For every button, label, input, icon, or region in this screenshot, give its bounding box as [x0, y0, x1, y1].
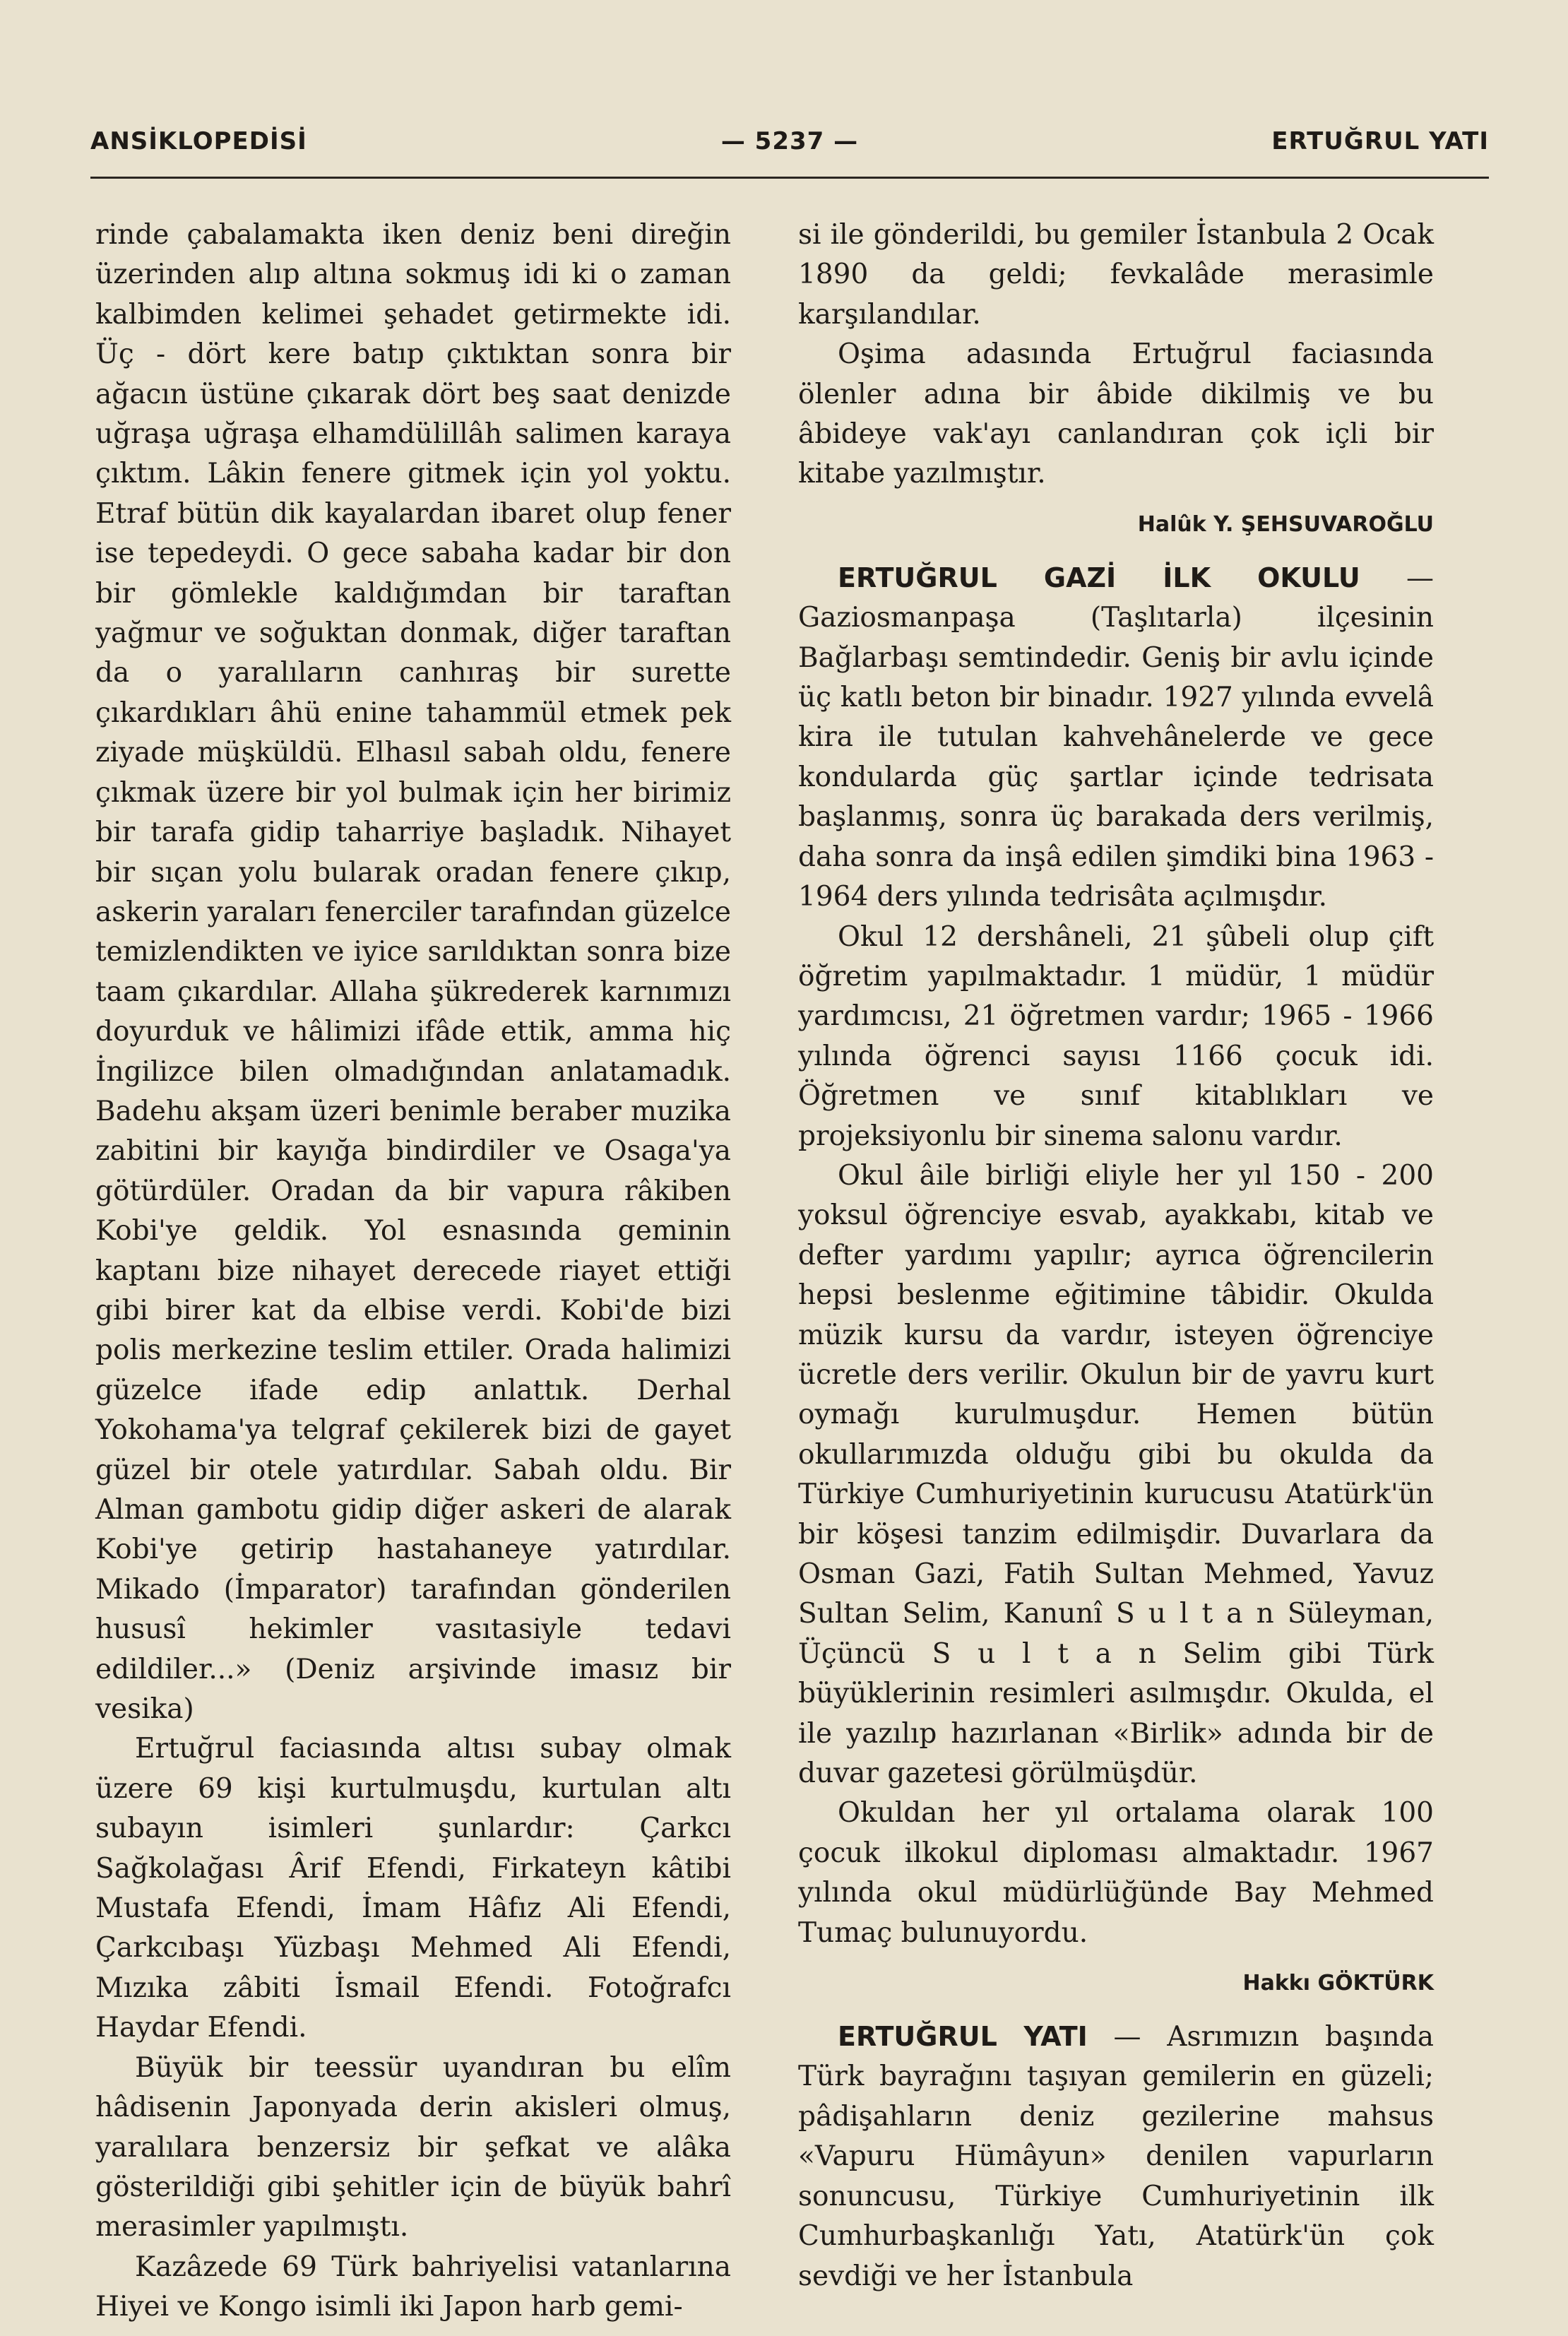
paragraph: Okuldan her yıl ortalama olarak 100 çocuk ilkokul diploması almaktadır. 1967 yılında okul müdürlüğünde Bay Mehmed Tumaç bulunuyordu. [798, 1797, 1434, 1949]
entry-text: — Gaziosmanpaşa (Taşlıtarla) ilçesinin Bağlarbaşı semtindedir. Geniş bir avlu içinde üç katlı beton bir binadır. 1927 yılında evvelâ kira ile tutulan kahvehânelerde ve gece kondularda güç şartlar içinde tedrisata başlanmış, sonra üç barakada ders verilmiş, daha sonra da inşâ edilen şimdiki bina 1963 - 1964 ders yılında tedrisâta açılmışdır. [798, 562, 1434, 913]
author-signature: Hakkı GÖKTÜRK [1242, 1971, 1434, 1996]
entry-paragraph [798, 558, 1434, 918]
running-header [90, 127, 1489, 172]
header-right: ERTUĞRUL YATI [1271, 127, 1489, 155]
entry-paragraph [798, 2017, 1434, 2296]
header-left: ANSİKLOPEDİSİ [90, 127, 307, 155]
right-column [798, 215, 1434, 2296]
paragraph: Büyük bir teessür uyandıran bu elîm hâdisenin Japonyada derin akisleri olmuş, yaralılara benzersiz bir şefkat ve alâka gösterildiği gibi şehitler için de büyük bahrî merasimler yapılmıştı. [95, 2051, 731, 2243]
paragraph: Ertuğrul faciasında altısı subay olmak üzere 69 kişi kurtulmuşdu, kurtulan altı subayın isimleri şunlardır: Çarkcı Sağkolağası Ârif Efendi, Firkateyn kâtibi Mustafa Efendi, İmam Hâfız Ali Efendi, Çarkcıbaşı Yüzbaşı Mehmed Ali Efendi, Mızıka zâbiti İsmail Efendi. Fotoğrafcı Haydar Efendi. [95, 1733, 731, 2044]
entry-title: ERTUĞRUL YATI [838, 2021, 1088, 2053]
paragraph: Okul âile birliği eliyle her yıl 150 - 200 yoksul öğrenciye esvab, ayakkabı, kitab ve defter yardımı yapılır; ayrıca öğrencilerin hepsi beslenme eğitimine tâbidir. Okulda müzik kursu da vardır, isteyen öğrenciye ücretle ders verilir. Okulun bir de yavru kurt oymağı kurulmuşdur. Hemen bütün okullarımızda olduğu gibi bu okulda da Türkiye Cumhuriyetinin kurucusu Atatürk'ün bir köşesi tanzim edilmişdir. Duvarlara da Osman Gazi, Fatih Sultan Mehmed, Yavuz Sultan Selim, Kanunî S u l t a n Süleyman, Üçüncü S u l t a n Selim gibi Türk büyüklerinin resimleri asılmışdır. Okulda, el ile yazılıp hazırlanan «Birlik» adında bir de duvar gazetesi görülmüşdür. [798, 1159, 1434, 1790]
entry-title: ERTUĞRUL GAZİ İLK OKULU [838, 562, 1360, 593]
author-signature: Halûk Y. ŞEHSUVAROĞLU [1137, 511, 1434, 537]
page-number: — 5237 — [720, 127, 859, 155]
paragraph: Oşima adasında Ertuğrul faciasında ölenler adına bir âbide dikilmiş ve bu âbideye vak'ayı canlandıran çok içli bir kitabe yazılmıştır. [798, 338, 1434, 490]
paragraph: Kazâzede 69 Türk bahriyelisi vatanlarına Hiyei ve Kongo isimli iki Japon harb gemi- [95, 2251, 731, 2323]
entry-text: — Asrımızın başında Türk bayrağını taşıyan gemilerin en güzeli; pâdişahların deniz gezilerine mahsus «Vapuru Hümâyun» denilen vapurların sonuncusu, Türkiye Cumhuriyetinin ilk Cumhurbaşkanlığı Yatı, Atatürk'ün çok sevdiği ve her İstanbula [798, 2021, 1434, 2292]
left-column [95, 215, 731, 2328]
paragraph: si ile gönderildi, bu gemiler İstanbula 2 Ocak 1890 da geldi; fevkalâde merasimle karşılandılar. [798, 219, 1434, 331]
header-rule [90, 177, 1489, 179]
paragraph: Okul 12 dershâneli, 21 şûbeli olup çift öğretim yapılmaktadır. 1 müdür, 1 müdür yardımcısı, 21 öğretmen vardır; 1965 - 1966 yılında öğrenci sayısı 1166 çocuk idi. Öğretmen ve sınıf kitablıkları ve projeksiyonlu bir sinema salonu vardır. [798, 920, 1434, 1152]
paragraph: rinde çabalamakta iken deniz beni direğin üzerinden alıp altına sokmuş idi ki o zaman kalbimden kelimei şehadet getirmekte idi. Üç - dört kere batıp çıktıktan sonra bir ağacın üstüne çıkarak dört beş saat denizde uğraşa uğraşa elhamdülillâh salimen karaya çıktım. Lâkin fenere gitmek için yol yoktu. Etraf bütün dik kayalardan ibaret olup fener ise tepedeydi. O gece sabaha kadar bir don bir gömlekle kaldığımdan bir taraftan yağmur ve soğuktan donmak, diğer taraftan da o yaralıların canhıraş bir surette çıkardıkları âhü enine tahammül etmek pek ziyade müşküldü. Elhasıl sabah oldu, fenere çıkmak üzere bir yol bulmak için her birimiz bir tarafa gidip taharriye başladık. Nihayet bir sıçan yolu bularak oradan fenere çıkıp, askerin yaraları fenerciler tarafından güzelce temizlendikten ve iyice sarıldıktan sonra bize taam çıkardılar. Allaha şükrederek karnımızı doyurduk ve hâlimizi ifâde ettik, amma hiç İngilizce bilen olmadığından anlatamadık. Badehu akşam üzeri benimle beraber muzika zabitini bir kayığa bindirdiler ve Osaga'ya götürdüler. Oradan da bir vapura râkiben Kobi'ye geldik. Yol esnasında geminin kaptanı bize nihayet derecede riayet ettiği gibi birer kat da elbise verdi. Kobi'de bizi polis merkezine teslim ettiler. Orada halimizi güzelce ifade edip anlattık. Derhal Yokohama'ya telgraf çekilerek bizi de gayet güzel bir otele yatırdılar. Sabah oldu. Bir Alman gambotu gidip diğer askeri de alarak Kobi'ye getirip hastahaneye yatırdılar. Mikado (İmparator) tarafından gönderilen hususî hekimler vasıtasiyle tedavi edildiler...» (Deniz arşivinde imasız bir vesika) [95, 219, 731, 1726]
